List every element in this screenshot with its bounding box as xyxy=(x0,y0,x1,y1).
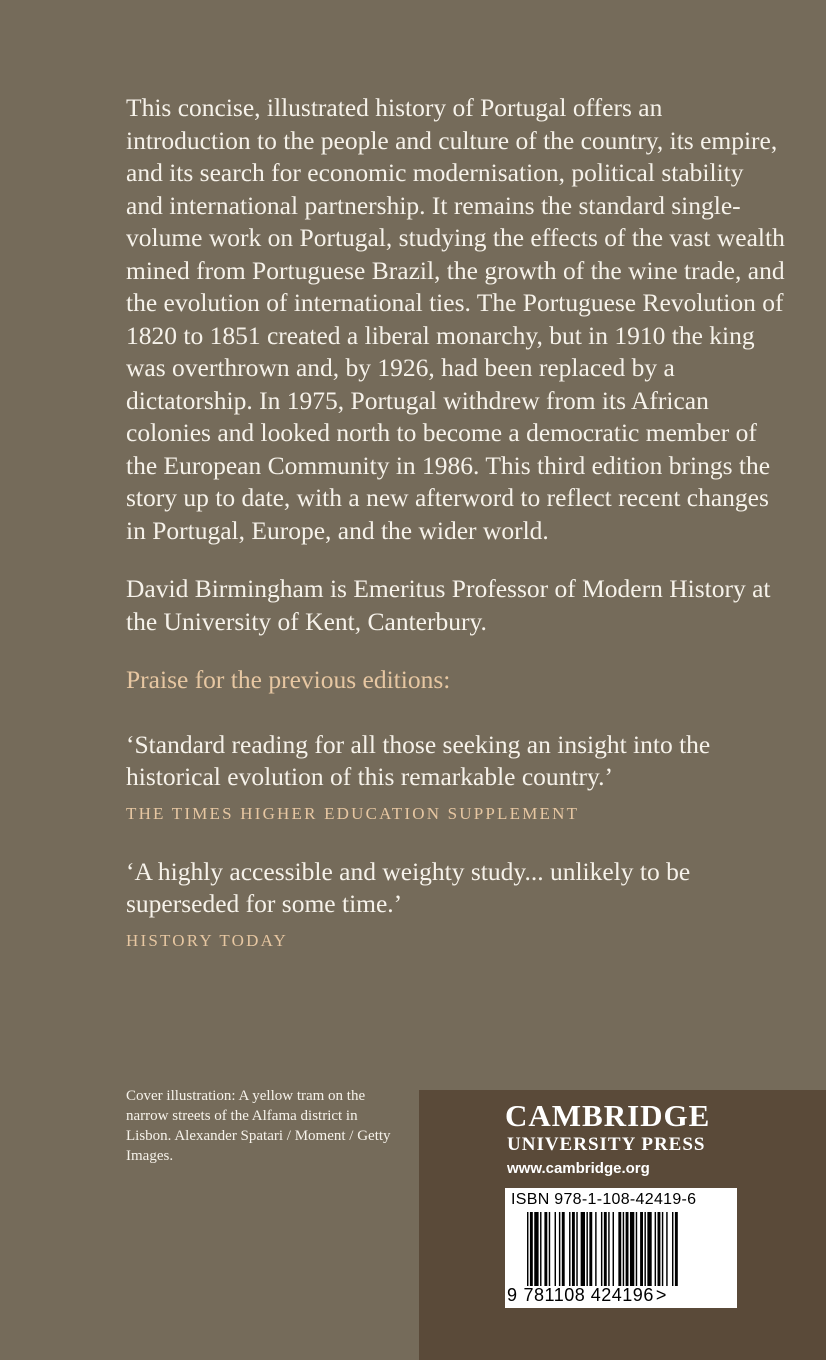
author-bio: David Birmingham is Emeritus Professor of Modern History at the University of Kent, Canterbury. xyxy=(126,574,771,636)
cover-credit: Cover illustration: A yellow tram on the narrow streets of the Alfama district in Lisbon. Alexander Spatari / Moment / Getty Images. xyxy=(126,1088,391,1164)
ean-first-digit: 9 xyxy=(507,1285,518,1305)
barcode-bar xyxy=(644,1212,645,1286)
praise-heading: Praise for the previous editions: xyxy=(126,665,451,694)
barcode-bar xyxy=(618,1212,621,1286)
back-cover-text xyxy=(126,92,786,951)
barcode-bar xyxy=(601,1212,602,1286)
ean-group-2: 424196 xyxy=(590,1285,654,1305)
publisher-subname: UNIVERSITY PRESS xyxy=(507,1134,706,1155)
barcode-bar xyxy=(623,1212,624,1286)
barcode-bar xyxy=(658,1212,661,1286)
isbn-label: ISBN 978-1-108-42419-6 xyxy=(511,1191,697,1208)
barcode-bar xyxy=(608,1212,609,1286)
review xyxy=(126,729,786,824)
barcode-bar xyxy=(549,1212,550,1286)
ean-digits xyxy=(507,1285,667,1306)
barcode-bar xyxy=(544,1212,547,1286)
book-description: This concise, illustrated history of Portugal offers an introduction to the people and culture of the country, its empire, and its search for economic modernisation, political stability and international partnership. It remains the standard single-volume work on Portugal, studying the effects of the vast wealth mined from Portuguese Brazil, the growth of the wine trade, and the evolution of international ties. The Portuguese Revolution of 1820 to 1851 created a liberal monarchy, but in 1910 the king was overthrown and, by 1926, had been replaced by a dictatorship. In 1975, Portugal withdrew from its African colonies and looked north to become a democratic member of the European Community in 1986. This third edition brings the story up to date, with a new afterword to reflect recent changes in Portugal, Europe, and the wider world. xyxy=(126,93,785,545)
barcode-bar xyxy=(647,1212,651,1286)
barcode-bar xyxy=(662,1212,663,1286)
review-source: HISTORY TODAY xyxy=(126,930,288,950)
barcode-bar xyxy=(626,1212,629,1286)
ean-group-1: 781108 xyxy=(523,1285,586,1305)
review-quote: ‘A highly accessible and weighty study... unlikely to be superseded for some time.’ xyxy=(126,856,691,918)
barcode-bar xyxy=(655,1212,656,1286)
barcode-bar xyxy=(576,1212,577,1286)
ean-arrow: > xyxy=(655,1285,667,1305)
publisher-url[interactable]: www.cambridge.org xyxy=(507,1160,650,1177)
review-quote: ‘Standard reading for all those seeking an insight into the historical evolution of this remarkable country.’ xyxy=(126,729,711,791)
barcode-bar xyxy=(589,1212,592,1286)
barcode-bar xyxy=(559,1212,560,1286)
review xyxy=(126,856,786,951)
review-source: THE TIMES HIGHER EDUCATION SUPPLEMENT xyxy=(126,803,580,823)
barcode-bar xyxy=(586,1212,587,1286)
barcode-bar xyxy=(540,1212,541,1286)
barcode-bar xyxy=(640,1212,643,1286)
barcode-bar xyxy=(672,1212,673,1286)
publisher-panel xyxy=(419,1090,826,1360)
publisher-logo: CAMBRIDGE xyxy=(505,1098,711,1133)
barcode-bar xyxy=(534,1212,538,1286)
barcode-bar xyxy=(595,1212,596,1286)
barcode-bar xyxy=(636,1212,637,1286)
barcode-bar xyxy=(604,1212,607,1286)
barcode-bar xyxy=(675,1212,678,1286)
barcode-bar xyxy=(572,1212,575,1286)
barcode-bar xyxy=(581,1212,585,1286)
barcode-bar xyxy=(613,1212,614,1286)
barcode-bar xyxy=(569,1212,570,1286)
barcode-bar xyxy=(530,1212,533,1286)
barcode xyxy=(505,1188,737,1308)
barcode-bar xyxy=(562,1212,565,1286)
barcode-bar xyxy=(555,1212,556,1286)
barcode-bar xyxy=(630,1212,634,1286)
barcode-bar xyxy=(527,1212,528,1286)
barcode-bars xyxy=(527,1212,715,1290)
barcode-bar xyxy=(666,1212,667,1286)
